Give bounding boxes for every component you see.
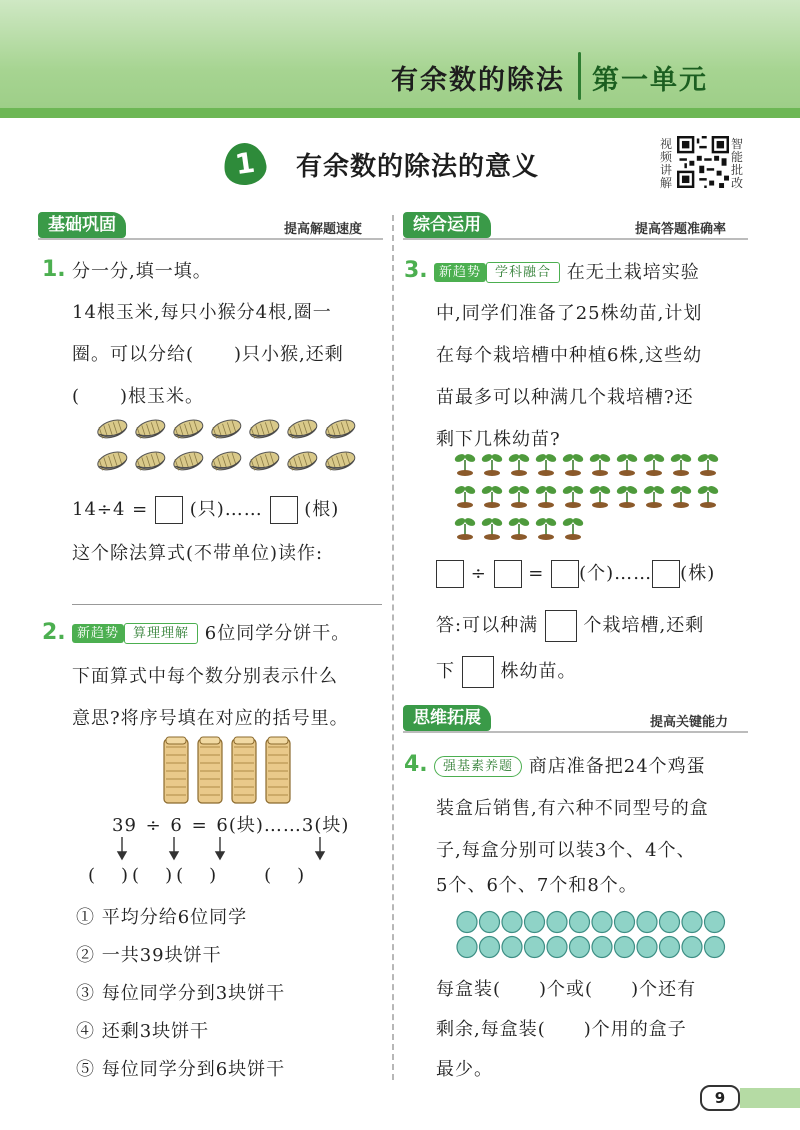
qr-label-grading: 智能批改 [731, 137, 744, 190]
seedling-icon [616, 453, 639, 476]
egg-icon [660, 937, 680, 958]
egg-icon [682, 912, 702, 933]
q2-line3: 意思?将序号填在对应的括号里。 [72, 708, 349, 729]
egg-icon [570, 937, 590, 958]
corn-icon [210, 449, 243, 473]
answer-line[interactable] [72, 604, 382, 605]
egg-icon [547, 912, 567, 933]
badge-cross-subject: 学科融合 [486, 262, 560, 283]
egg-icon [592, 912, 612, 933]
seedling-icon [508, 453, 531, 476]
section-note-applied: 提高答题准确率 [635, 222, 727, 237]
q2-option: ④ 还剩3块饼干 [76, 1021, 210, 1042]
seedling-icon [589, 453, 612, 476]
answer-box-leftover[interactable] [462, 656, 494, 688]
seedling-icon [562, 453, 585, 476]
seedling-icon [481, 453, 504, 476]
q4-answer-line1[interactable]: 每盒装( )个或( )个还有 [436, 979, 697, 1000]
q4-line2: 装盒后销售,有六种不同型号的盒 [436, 798, 709, 819]
seedling-icon [643, 485, 666, 508]
q2-option: ③ 每位同学分到3块饼干 [76, 983, 286, 1004]
answer-box-troughs[interactable] [545, 610, 577, 642]
q4-answer-line3: 最少。 [436, 1059, 493, 1080]
seedling-icon [562, 517, 585, 540]
seedling-icon [454, 453, 477, 476]
corn-icon [96, 417, 129, 441]
question-number: 4. [404, 752, 428, 777]
egg-icon [705, 937, 725, 958]
q3-line3: 在每个栽培槽中种植6株,这些幼 [436, 345, 703, 366]
egg-icon [705, 912, 725, 933]
egg-icon [457, 912, 477, 933]
q4-line4: 5个、6个、7个和8个。 [436, 875, 638, 896]
egg-icon [547, 937, 567, 958]
answer-box-remainder[interactable] [652, 560, 680, 588]
seedling-icon [697, 485, 720, 508]
q2-line2: 下面算式中每个数分别表示什么 [72, 666, 338, 687]
egg-icon [637, 912, 657, 933]
answer-box-dividend[interactable] [436, 560, 464, 588]
qr-label-video: 视频讲解 [660, 137, 673, 190]
header-strip [0, 108, 800, 118]
q2-answer-parens[interactable]: ( )( )( ) ( ) [88, 865, 309, 886]
q3-answer-line2: 下 株幼苗。 [436, 656, 576, 688]
corn-icon [210, 417, 243, 441]
badge-reasoning: 算理理解 [124, 623, 198, 644]
egg-icon [480, 912, 500, 933]
q3-line1: 新趋势 学科融合 在无土栽培实验 [434, 259, 700, 287]
corn-icon [248, 449, 281, 473]
section-tag-thinking: 思维拓展 [403, 705, 491, 731]
unit-label: 第一单元 [592, 65, 708, 96]
corn-icon [134, 417, 167, 441]
section-note-basic: 提高解题速度 [284, 222, 363, 237]
q3-answer-line1: 答:可以种满 个栽培槽,还剩 [436, 610, 704, 642]
seedling-illustration [452, 448, 732, 544]
q1-equation: 14÷4 = (只)…… (根) [72, 496, 339, 524]
egg-icon [525, 937, 545, 958]
q1-line3: ( )根玉米。 [72, 386, 205, 407]
section-note-thinking: 提高关键能力 [650, 715, 729, 730]
seedling-icon [454, 517, 477, 540]
seedling-icon [454, 485, 477, 508]
egg-illustration [456, 910, 736, 964]
corn-icon [172, 449, 205, 473]
seedling-icon [535, 453, 558, 476]
egg-icon [502, 912, 522, 933]
corn-icon [134, 449, 167, 473]
answer-box-remainder[interactable] [270, 496, 298, 524]
seedling-icon [481, 517, 504, 540]
egg-icon [457, 937, 477, 958]
biscuit-stack-icon [164, 737, 188, 803]
egg-icon [637, 937, 657, 958]
q2-option: ② 一共39块饼干 [76, 945, 222, 966]
q4-line3: 子,每盒分别可以装3个、4个、 [436, 840, 696, 861]
seedling-icon [508, 485, 531, 508]
page-footer-bar [740, 1088, 800, 1108]
egg-icon [480, 937, 500, 958]
lesson-title: 有余数的除法的意义 [296, 152, 540, 182]
chapter-title: 有余数的除法 [391, 65, 565, 96]
q2-equation: 39 ÷ 6 = 6(块)……3(块) [112, 815, 350, 836]
egg-icon [525, 912, 545, 933]
q3-equation: ÷ = (个)…… (株) [436, 560, 715, 588]
seedling-icon [643, 453, 666, 476]
biscuit-illustration [160, 735, 296, 807]
seedling-icon [535, 485, 558, 508]
seedling-icon [535, 517, 558, 540]
seedling-icon [616, 485, 639, 508]
corn-icon [324, 449, 357, 473]
q1-line2: 圈。可以分给( )只小猴,还剩 [72, 344, 344, 365]
seedling-icon [562, 485, 585, 508]
corn-icon [96, 449, 129, 473]
q2-line1: 新趋势 算理理解 6位同学分饼干。 [72, 620, 350, 648]
corn-icon [172, 417, 205, 441]
egg-icon [502, 937, 522, 958]
seedling-icon [670, 485, 693, 508]
question-number: 1. [42, 257, 66, 282]
page-number: 9 [700, 1085, 740, 1111]
egg-icon [570, 912, 590, 933]
question-number: 2. [42, 620, 66, 645]
lesson-number-badge: 1 [221, 140, 268, 187]
egg-icon [660, 912, 680, 933]
q2-option: ① 平均分给6位同学 [76, 907, 248, 928]
q3-line4: 苗最多可以种满几个栽培槽?还 [436, 387, 694, 408]
corn-illustration [92, 412, 362, 478]
corn-icon [324, 417, 357, 441]
question-number: 3. [404, 258, 428, 283]
q3-line5: 剩下几株幼苗? [436, 429, 561, 450]
answer-box-quotient[interactable] [551, 560, 579, 588]
q1-line1: 14根玉米,每只小猴分4根,圈一 [72, 302, 332, 323]
corn-icon [286, 449, 319, 473]
seedling-icon [670, 453, 693, 476]
corn-icon [248, 417, 281, 441]
egg-icon [592, 937, 612, 958]
badge-new-trend: 新趋势 [72, 624, 124, 643]
egg-icon [615, 912, 635, 933]
section-tag-applied: 综合运用 [403, 212, 491, 238]
section-tag-basic: 基础巩固 [38, 212, 126, 238]
seedling-icon [481, 485, 504, 508]
qr-code-icon[interactable] [677, 136, 729, 188]
badge-core-literacy: 强基素养题 [434, 756, 522, 777]
q2-arrows [100, 835, 340, 861]
q1-read-line: 这个除法算式(不带单位)读作: [72, 543, 324, 564]
biscuit-stack-icon [232, 737, 256, 803]
badge-new-trend: 新趋势 [434, 263, 486, 282]
column-divider [392, 215, 394, 1080]
corn-icon [286, 417, 319, 441]
q3-line2: 中,同学们准备了25株幼苗,计划 [436, 303, 703, 324]
egg-icon [682, 937, 702, 958]
q1-title: 分一分,填一填。 [72, 261, 212, 282]
q4-line1: 强基素养题 商店准备把24个鸡蛋 [434, 753, 706, 781]
q2-option: ⑤ 每位同学分到6块饼干 [76, 1059, 286, 1080]
biscuit-stack-icon [266, 737, 290, 803]
answer-box-divisor[interactable] [494, 560, 522, 588]
egg-icon [615, 937, 635, 958]
seedling-icon [589, 485, 612, 508]
section-underline [38, 238, 383, 240]
section-underline [403, 238, 748, 240]
q4-answer-line2[interactable]: 剩余,每盒装( )个用的盒子 [436, 1019, 687, 1040]
section-underline [403, 731, 748, 733]
seedling-icon [697, 453, 720, 476]
seedling-icon [508, 517, 531, 540]
answer-box-quotient[interactable] [155, 496, 183, 524]
header-divider [578, 52, 581, 100]
biscuit-stack-icon [198, 737, 222, 803]
